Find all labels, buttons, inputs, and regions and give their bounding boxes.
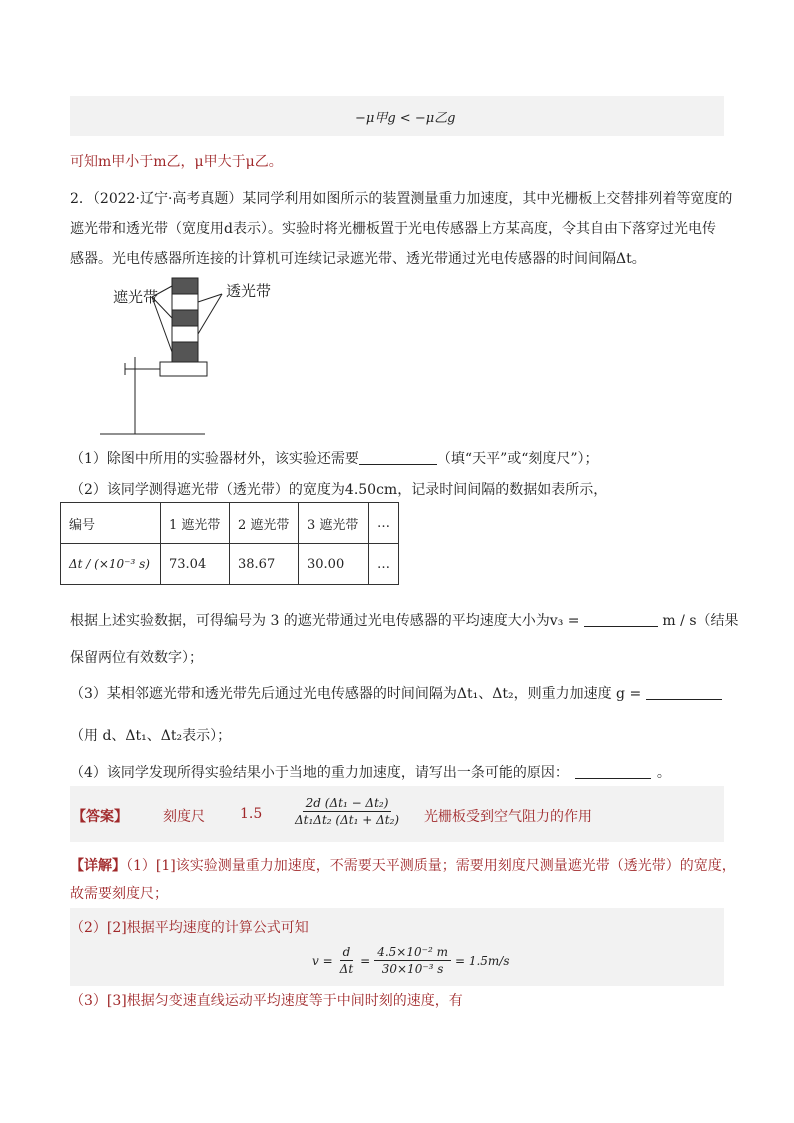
data-table: [60, 502, 399, 585]
answer-3-denominator: Δt₁Δt₂ (Δt₁ + Δt₂): [295, 813, 400, 827]
part2-blank[interactable]: [584, 612, 658, 627]
table-header-cell: …: [369, 503, 399, 544]
detail-line-4: （3）[3]根据匀变速直线运动平均速度等于中间时刻的速度，有: [70, 993, 463, 1009]
part4-end: 。: [656, 765, 671, 781]
part1-blank[interactable]: [359, 450, 437, 465]
table-header-cell: 编号: [61, 503, 161, 544]
eq-f2-num: 4.5×10⁻² m: [374, 944, 451, 961]
answer-label: 【答案】: [72, 809, 128, 825]
part3-blank[interactable]: [646, 685, 722, 700]
part4-text: （4）该同学发现所得实验结果小于当地的重力加速度，请写出一条可能的原因：: [70, 765, 569, 781]
detail-line-1: [70, 855, 736, 875]
part2-result-text-a: 根据上述实验数据，可得编号为 3 的遮光带通过光电传感器的平均速度大小为v₃ =: [70, 613, 580, 629]
part4-blank[interactable]: [575, 764, 651, 779]
grating-band-light-2: [172, 326, 198, 342]
table-cell: 73.04: [161, 544, 230, 585]
answer-3-formula: [292, 795, 402, 828]
part2-result-line: [70, 610, 739, 630]
table-header-row: [61, 503, 399, 544]
conclusion-line: 可知m甲小于m乙，μ甲大于μ乙。: [70, 154, 283, 170]
part3-text-a: （3）某相邻遮光带和透光带先后通过光电传感器的时间间隔为Δt₁、Δt₂，则重力加速度 g =: [70, 686, 642, 702]
part3-line: [70, 683, 722, 703]
part1-text-a: （1）除图中所用的实验器材外，该实验还需要: [70, 451, 359, 467]
eq-f1-num: d: [340, 944, 354, 961]
part2-result-line-2: 保留两位有效数字）；: [70, 650, 203, 666]
answer-1: 刻度尺: [163, 809, 205, 825]
label-transparent-band: 透光带: [226, 282, 272, 300]
grating-band-dark-2: [172, 310, 198, 326]
question-line-3: 感器。光电传感器所连接的计算机可连续记录遮光带、透光带通过光电传感器的时间间隔Δt。: [70, 251, 646, 267]
question-line-2: 遮光带和透光带（宽度用d表示）。实验时将光栅板置于光电传感器上方某高度，令其自由下落穿过光电传: [70, 221, 716, 237]
sensor: [160, 362, 207, 376]
table-header-cell: 2 遮光带: [230, 503, 299, 544]
table-cell: 30.00: [299, 544, 369, 585]
table-cell: …: [369, 544, 399, 585]
eq-f2-den: 30×10⁻³ s: [381, 962, 444, 976]
eq-fraction-1: [337, 944, 357, 977]
eq-f1-den: Δt: [339, 962, 354, 976]
eq-rhs: = 1.5m/s: [454, 953, 510, 968]
velocity-equation: [312, 944, 510, 977]
question-line-1: 2．（2022·辽宁·高考真题）某同学利用如图所示的装置测量重力加速度，其中光栅板上交替排列着等宽度的: [70, 191, 733, 207]
part2-line: （2）该同学测得遮光带（透光带）的宽度为4.50cm，记录时间间隔的数据如表所示，: [70, 482, 608, 498]
answer-3-numerator: 2d (Δt₁ − Δt₂): [303, 795, 392, 812]
label-shading-band: 遮光带: [113, 288, 159, 306]
eq-lhs: v =: [312, 953, 333, 968]
part2-result-text-b: m / s（结果: [662, 613, 739, 629]
detail-line-2: 故需要刻度尺；: [70, 886, 168, 902]
table-row-label: Δt / (×10⁻³ s): [61, 544, 161, 585]
answer-2: 1.5: [240, 806, 263, 822]
table-header-cell: 3 遮光带: [299, 503, 369, 544]
grating-band-dark-3: [172, 342, 198, 362]
part4-line: [70, 762, 671, 782]
grating-band-light-1: [172, 294, 198, 310]
table-row: [61, 544, 399, 585]
detail-label: 【详解】: [70, 858, 126, 874]
table-header-cell: 1 遮光带: [161, 503, 230, 544]
answer-4: 光栅板受到空气阻力的作用: [424, 809, 592, 825]
eq-fraction-2: [374, 944, 451, 977]
grating-band-dark-1: [172, 278, 198, 294]
part1-text-b: （填“天平”或“刻度尺”）；: [436, 451, 599, 467]
eq-mid: =: [360, 953, 371, 968]
top-formula: −μ甲g < −μ乙g: [355, 111, 456, 126]
detail-line-3: （2）[2]根据平均速度的计算公式可知: [70, 920, 309, 936]
pointer-light-2: [198, 294, 222, 334]
detail-text-1: （1）[1]该实验测量重力加速度，不需要天平测质量；需要用刻度尺测量遮光带（透光带）的宽度，: [126, 858, 736, 874]
part3-line-2: （用 d、Δt₁、Δt₂表示）；: [70, 728, 232, 744]
table-cell: 38.67: [230, 544, 299, 585]
part1-line: [70, 448, 599, 468]
